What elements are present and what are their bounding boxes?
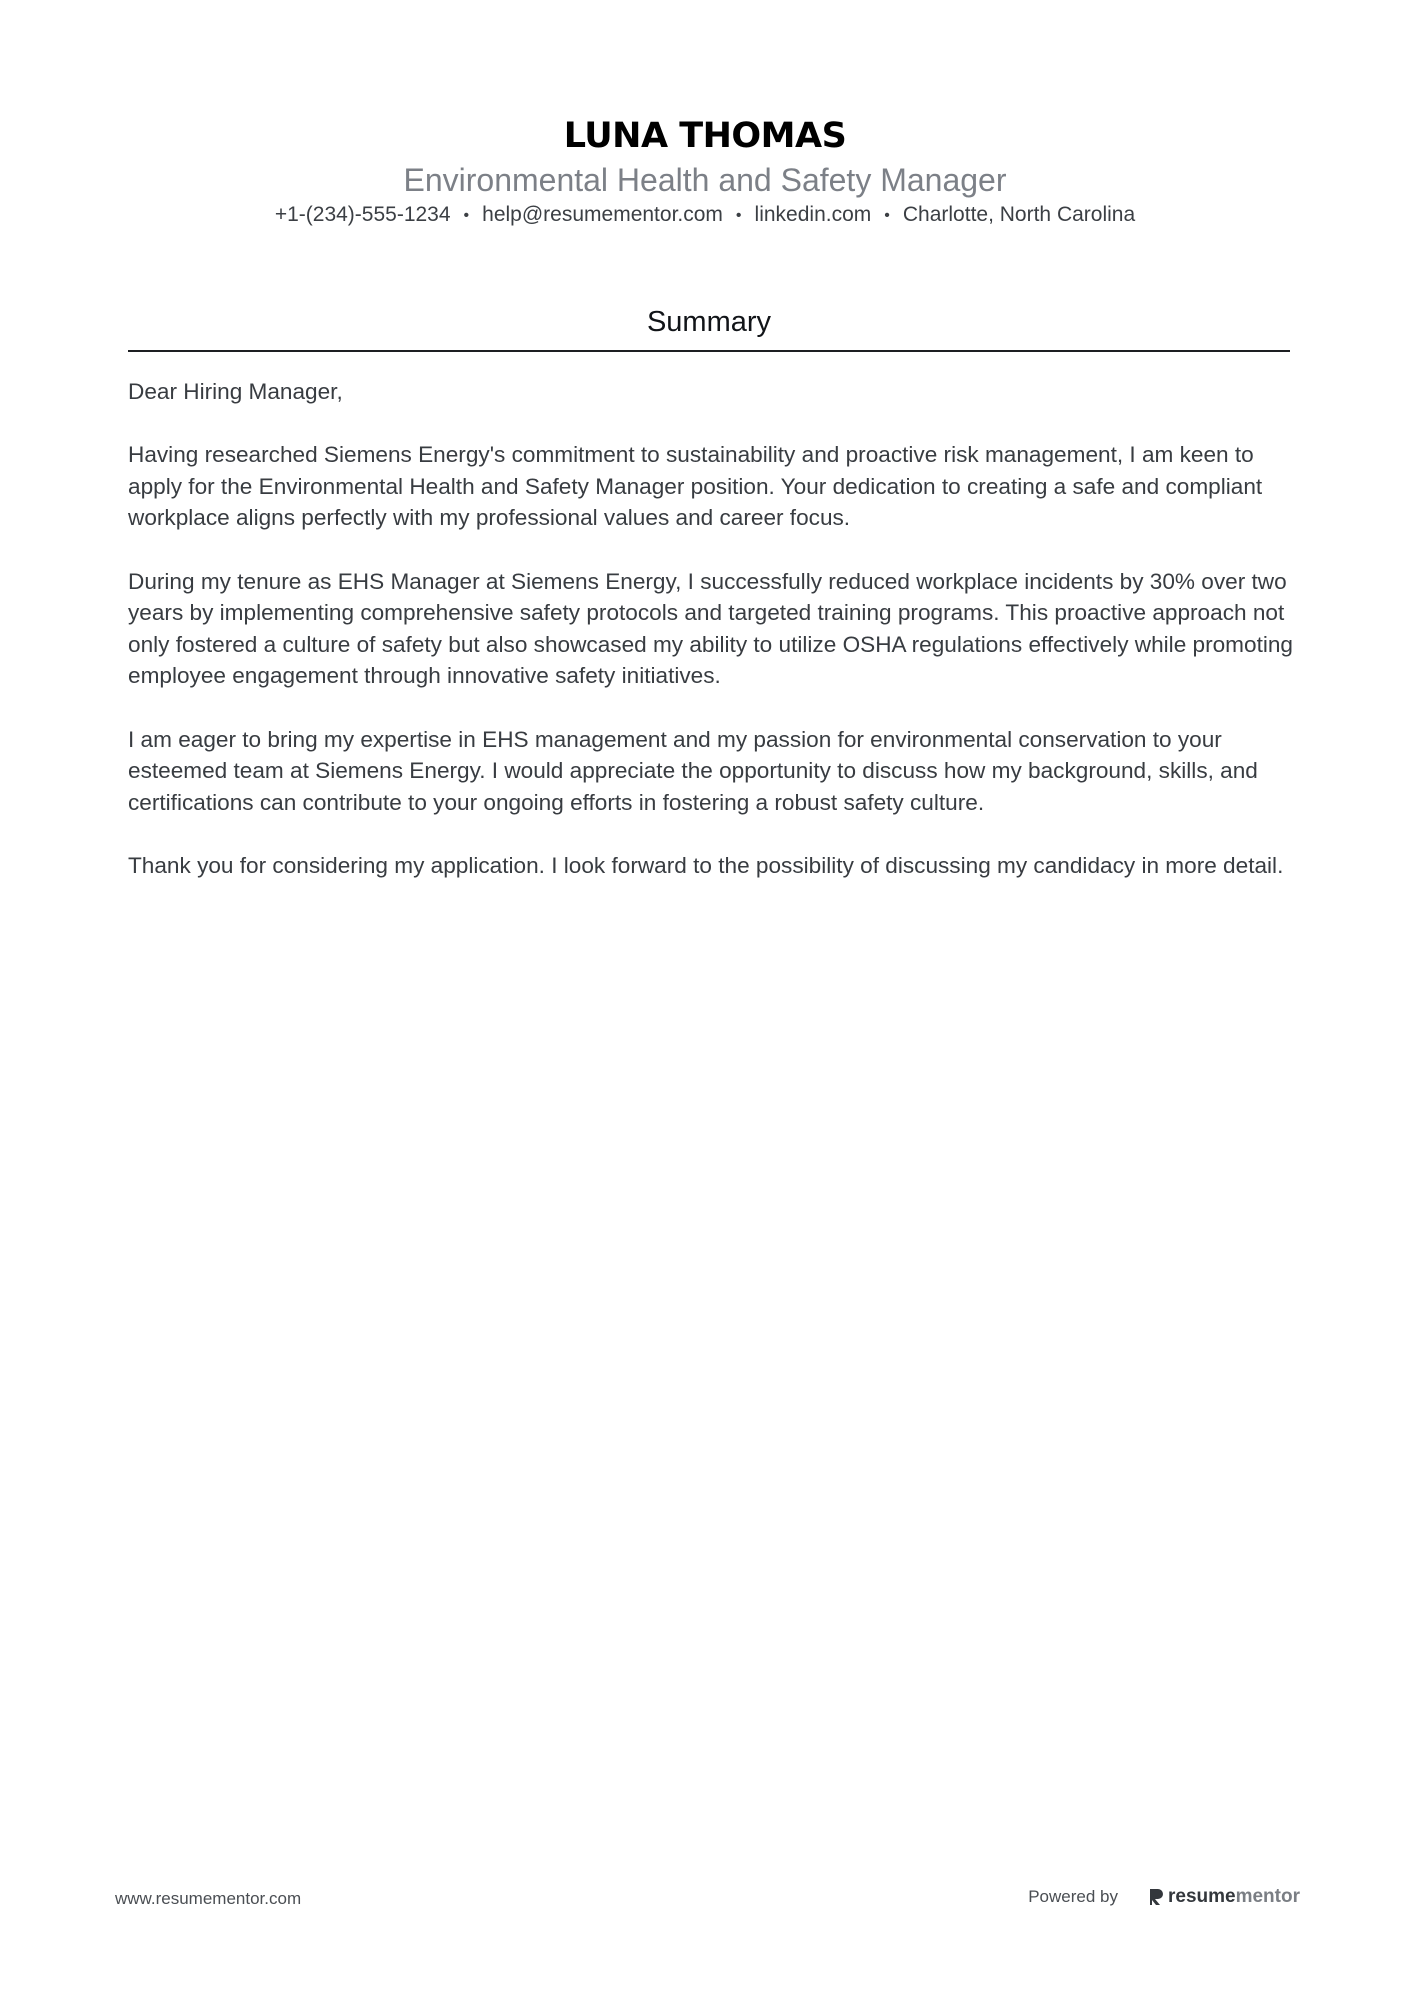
separator-dot: • <box>463 207 470 224</box>
letter-body <box>128 376 1296 913</box>
contact-line <box>0 200 1410 230</box>
resume-header <box>0 112 1410 230</box>
section-heading-summary: Summary <box>646 306 772 338</box>
contact-phone: +1-(234)-555-1234 <box>274 203 451 226</box>
footer-branding <box>1028 1886 1300 1908</box>
brand-name-bold: resume <box>1167 1886 1236 1907</box>
brand-name-light: mentor <box>1235 1886 1300 1907</box>
candidate-name: LUNA THOMAS <box>563 116 847 156</box>
footer-website-link[interactable]: www.resumementor.com <box>115 1889 302 1908</box>
separator-dot: • <box>884 207 890 224</box>
contact-email[interactable]: help@resumementor.com <box>482 203 723 226</box>
brand-logo[interactable] <box>1148 1886 1300 1908</box>
salutation: Dear Hiring Manager, <box>128 379 343 404</box>
separator-dot: • <box>735 207 742 224</box>
letter-paragraph: Having researched Siemens Energy's commitment to sustainability and proactive risk management, I am keen to apply for the Environmental Health and Safety Manager position. Your dedication to creating a safe and compliant workplace aligns perfectly with my professional values and career focus. <box>128 442 1263 531</box>
letter-paragraph: Thank you for considering my application. I look forward to the possibility of discussing my candidacy in more detail. <box>128 852 1284 878</box>
job-title: Environmental Health and Safety Manager <box>403 162 1007 198</box>
powered-by-label: Powered by <box>1028 1887 1118 1906</box>
letter-paragraph: During my tenure as EHS Manager at Siemens Energy, I successfully reduced workplace incidents by 30% over two years by implementing comprehensive safety protocols and targeted training programs. This proactive approach not only fostered a culture of safety but also showcased my ability to utilize OSHA regulations effectively while promoting employee engagement through innovative safety initiatives. <box>128 568 1294 689</box>
section-divider <box>128 350 1290 352</box>
contact-location: Charlotte, North Carolina <box>902 203 1136 226</box>
resumementor-logo-icon <box>1148 1887 1164 1907</box>
letter-paragraph: I am eager to bring my expertise in EHS management and my passion for environmental conservation to your esteemed team at Siemens Energy. I would appreciate the opportunity to discuss how my background, skills, and certifications can contribute to your ongoing efforts in fostering a robust safety culture. <box>128 726 1258 815</box>
contact-linkedin[interactable]: linkedin.com <box>754 203 872 226</box>
